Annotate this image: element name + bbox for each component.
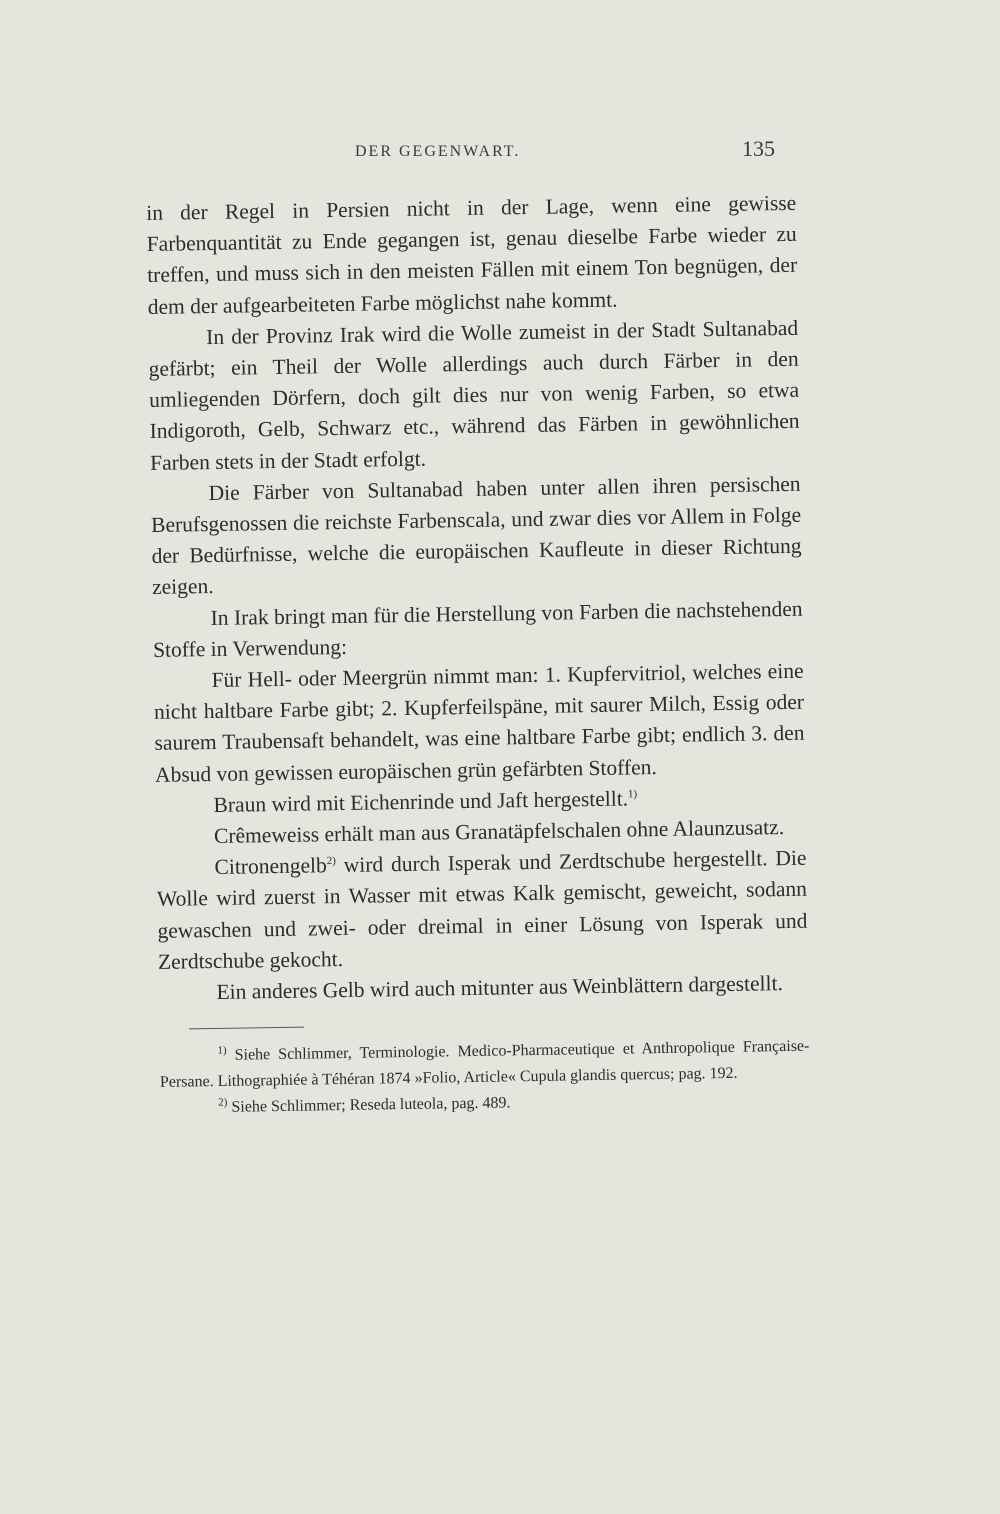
footnote-text: Siehe Schlimmer; Reseda luteola, pag. 489. [227, 1094, 511, 1117]
footnote-mark: 2) [218, 1096, 228, 1109]
paragraph: Die Färber von Sultanabad haben unter allen ihren persischen Berufsgenossen die reichste Farbenscala, und zwar dies vor Allem in Folge der Bedürfnisse, welche die europäischen Kaufleute in dieser Richtung zeigen. [150, 471, 802, 600]
paragraph-text: Citronengelb [214, 853, 327, 880]
running-title: DER GEGENWART. [355, 143, 521, 160]
footnotes [159, 1034, 810, 1122]
footnote-divider [189, 1027, 304, 1030]
paragraph: Crêmeweiss erhält man aus Granatäpfelschalen ohne Alaunzusatz. [213, 815, 785, 849]
paragraph-text: wird durch Isperak und Zerdtschube hergestellt. Die Wolle wird zuerst in Wasser mit etwas Kalk gemischt, geweicht, sodann gewaschen und zwei- oder dreimal in einer Lösung von Isperak und Zerdtschube gekocht. [156, 845, 808, 974]
page-number: 135 [742, 136, 775, 161]
paragraph: In Irak bringt man für die Herstellung von Farben die nachstehenden Stoffe in Verwendung: [152, 596, 803, 662]
footnote-ref: 1) [627, 788, 638, 801]
paragraph: in der Regel in Persien nicht in der Lage, wenn eine gewisse Farbenquantität zu Ende gegangen ist, genau dieselbe Farbe wieder zu treffen, und muss sich in den meisten Fällen mit einem Ton begnügen, der dem der aufgearbeiteten Farbe möglichst nahe kommt. [146, 190, 798, 319]
footnote [159, 1034, 810, 1096]
footnote-ref: 2) [326, 855, 336, 868]
paragraph: In der Provinz Irak wird die Wolle zumeist in der Stadt Sultanabad gefärbt; ein Theil der Wolle allerdings auch durch Färber in den umliegenden Dörfern, doch gilt dies nur von wenig Farben, so etwa Indigoroth, Gelb, Schwarz etc., während das Färben in gewöhnlichen Farben stets in der Stadt erfolgt. [148, 315, 800, 475]
paragraph: Für Hell- oder Meergrün nimmt man: 1. Kupfervitriol, welches eine nicht haltbare Farbe gibt; 2. Kupferfeilspäne, mit saurer Milch, Essig oder saurem Traubensaft behandelt, was eine haltbare Farbe gibt; endlich 3. den Absud von gewissen europäischen grün gefärbten Stoffen. [153, 658, 805, 787]
paragraph: Ein anderes Gelb wird auch mitunter aus Weinblättern dargestellt. [216, 971, 784, 1005]
paragraph [156, 843, 808, 978]
paragraph-text: Braun wird mit Eichenrinde und Jaft hergestellt. [213, 786, 629, 817]
main-text [146, 188, 810, 1122]
footnote-text: Siehe Schlimmer, Terminologie. Medico-Pharmaceutique et Anthropolique Française-Persane. Lithographiée à Téhéran 1874 »Folio, Article« Cupula glandis quercus; pag. 192. [159, 1037, 810, 1092]
footnote-mark: 1) [217, 1044, 227, 1057]
